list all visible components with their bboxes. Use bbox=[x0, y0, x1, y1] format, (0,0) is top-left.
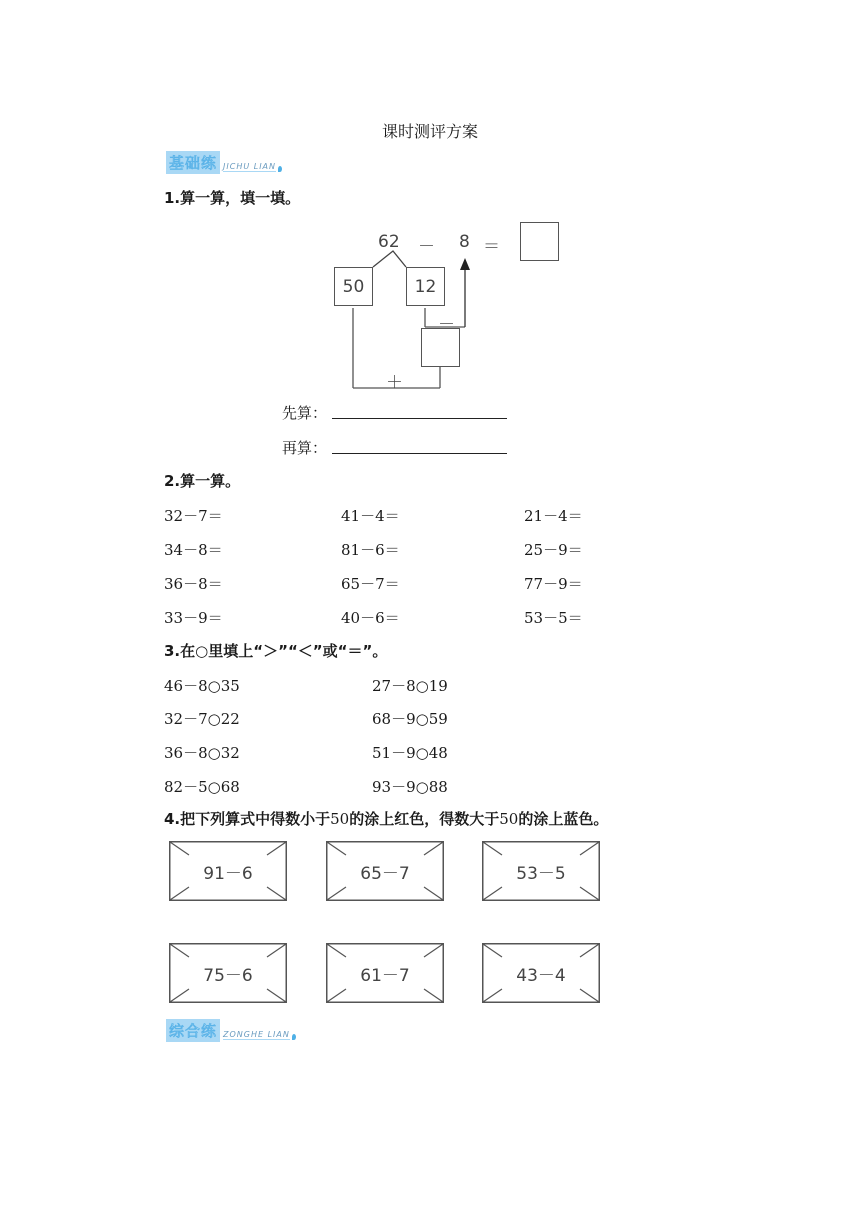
color-card[interactable] bbox=[326, 943, 444, 1003]
compare-item: 68－9○59 bbox=[372, 710, 448, 728]
card-expression: 61－7 bbox=[360, 966, 410, 986]
section-tag-basic bbox=[166, 152, 282, 174]
card-expression: 91－6 bbox=[203, 864, 253, 884]
expr-minuend: 62 bbox=[378, 232, 400, 252]
question-4-prompt-post: 的涂上蓝色。 bbox=[518, 810, 609, 828]
calc-item: 81－6＝ bbox=[341, 541, 400, 559]
compare-item: 46－8○35 bbox=[164, 677, 240, 695]
compare-item: 27－8○19 bbox=[372, 677, 448, 695]
page-title: 课时测评方案 bbox=[381, 122, 478, 141]
color-card[interactable] bbox=[482, 943, 600, 1003]
drop-icon bbox=[278, 166, 282, 172]
question-4-threshold-1: 50 bbox=[330, 810, 350, 828]
compare-item: 51－9○48 bbox=[372, 744, 448, 762]
minus-label: － bbox=[438, 315, 455, 335]
calc-item: 53－5＝ bbox=[524, 609, 583, 627]
section-tag-label: 综合练 bbox=[166, 1019, 220, 1042]
split-right-value: 12 bbox=[414, 276, 437, 297]
split-left-value: 50 bbox=[342, 276, 365, 297]
compare-item: 93－9○88 bbox=[372, 778, 448, 796]
then-step-line[interactable] bbox=[332, 453, 507, 454]
answer-box[interactable] bbox=[520, 222, 559, 261]
split-left-box bbox=[334, 267, 373, 306]
drop-icon bbox=[292, 1034, 296, 1040]
calc-item: 41－4＝ bbox=[341, 507, 400, 525]
calc-item: 40－6＝ bbox=[341, 609, 400, 627]
card-expression: 53－5 bbox=[516, 864, 566, 884]
card-expression: 65－7 bbox=[360, 864, 410, 884]
compare-item: 82－5○68 bbox=[164, 778, 240, 796]
question-1-prompt: 1.算一算，填一填。 bbox=[164, 189, 301, 207]
first-step-label: 先算： bbox=[282, 404, 328, 422]
section-tag-label: 基础练 bbox=[166, 151, 220, 174]
compare-item: 36－8○32 bbox=[164, 744, 240, 762]
question-4-prompt-pre: 4.把下列算式中得数小于 bbox=[164, 810, 331, 828]
section-tag-pinyin: ZONGHE LIAN bbox=[223, 1030, 290, 1039]
question-2-prompt: 2.算一算。 bbox=[164, 472, 241, 490]
question-4-prompt-mid: 的涂上红色，得数大于 bbox=[349, 810, 500, 828]
intermediate-box[interactable] bbox=[421, 328, 460, 367]
plus-label: ＋ bbox=[386, 373, 403, 393]
card-expression: 43－4 bbox=[516, 966, 566, 986]
expr-minus-sign: － bbox=[418, 237, 435, 257]
calc-item: 34－8＝ bbox=[164, 541, 223, 559]
then-step-label: 再算： bbox=[282, 439, 328, 457]
section-tag-combined bbox=[166, 1020, 296, 1042]
section-tag-pinyin: JICHU LIAN bbox=[223, 162, 277, 171]
question-4-prompt bbox=[164, 808, 608, 829]
calc-item: 65－7＝ bbox=[341, 575, 400, 593]
calc-item: 33－9＝ bbox=[164, 609, 223, 627]
color-card[interactable] bbox=[169, 943, 287, 1003]
calc-item: 32－7＝ bbox=[164, 507, 223, 525]
split-diagram bbox=[320, 218, 570, 393]
calc-item: 21－4＝ bbox=[524, 507, 583, 525]
compare-item: 32－7○22 bbox=[164, 710, 240, 728]
color-card[interactable] bbox=[169, 841, 287, 901]
calc-item: 25－9＝ bbox=[524, 541, 583, 559]
calc-item: 36－8＝ bbox=[164, 575, 223, 593]
card-expression: 75－6 bbox=[203, 966, 253, 986]
expr-equals-sign: ＝ bbox=[483, 237, 500, 257]
calc-item: 77－9＝ bbox=[524, 575, 583, 593]
question-3-prompt: 3.在○里填上“＞”“＜”或“＝”。 bbox=[164, 642, 388, 660]
question-4-threshold-2: 50 bbox=[499, 810, 519, 828]
color-card[interactable] bbox=[326, 841, 444, 901]
expr-subtrahend: 8 bbox=[459, 232, 470, 252]
color-card[interactable] bbox=[482, 841, 600, 901]
first-step-line[interactable] bbox=[332, 418, 507, 419]
split-right-box bbox=[406, 267, 445, 306]
